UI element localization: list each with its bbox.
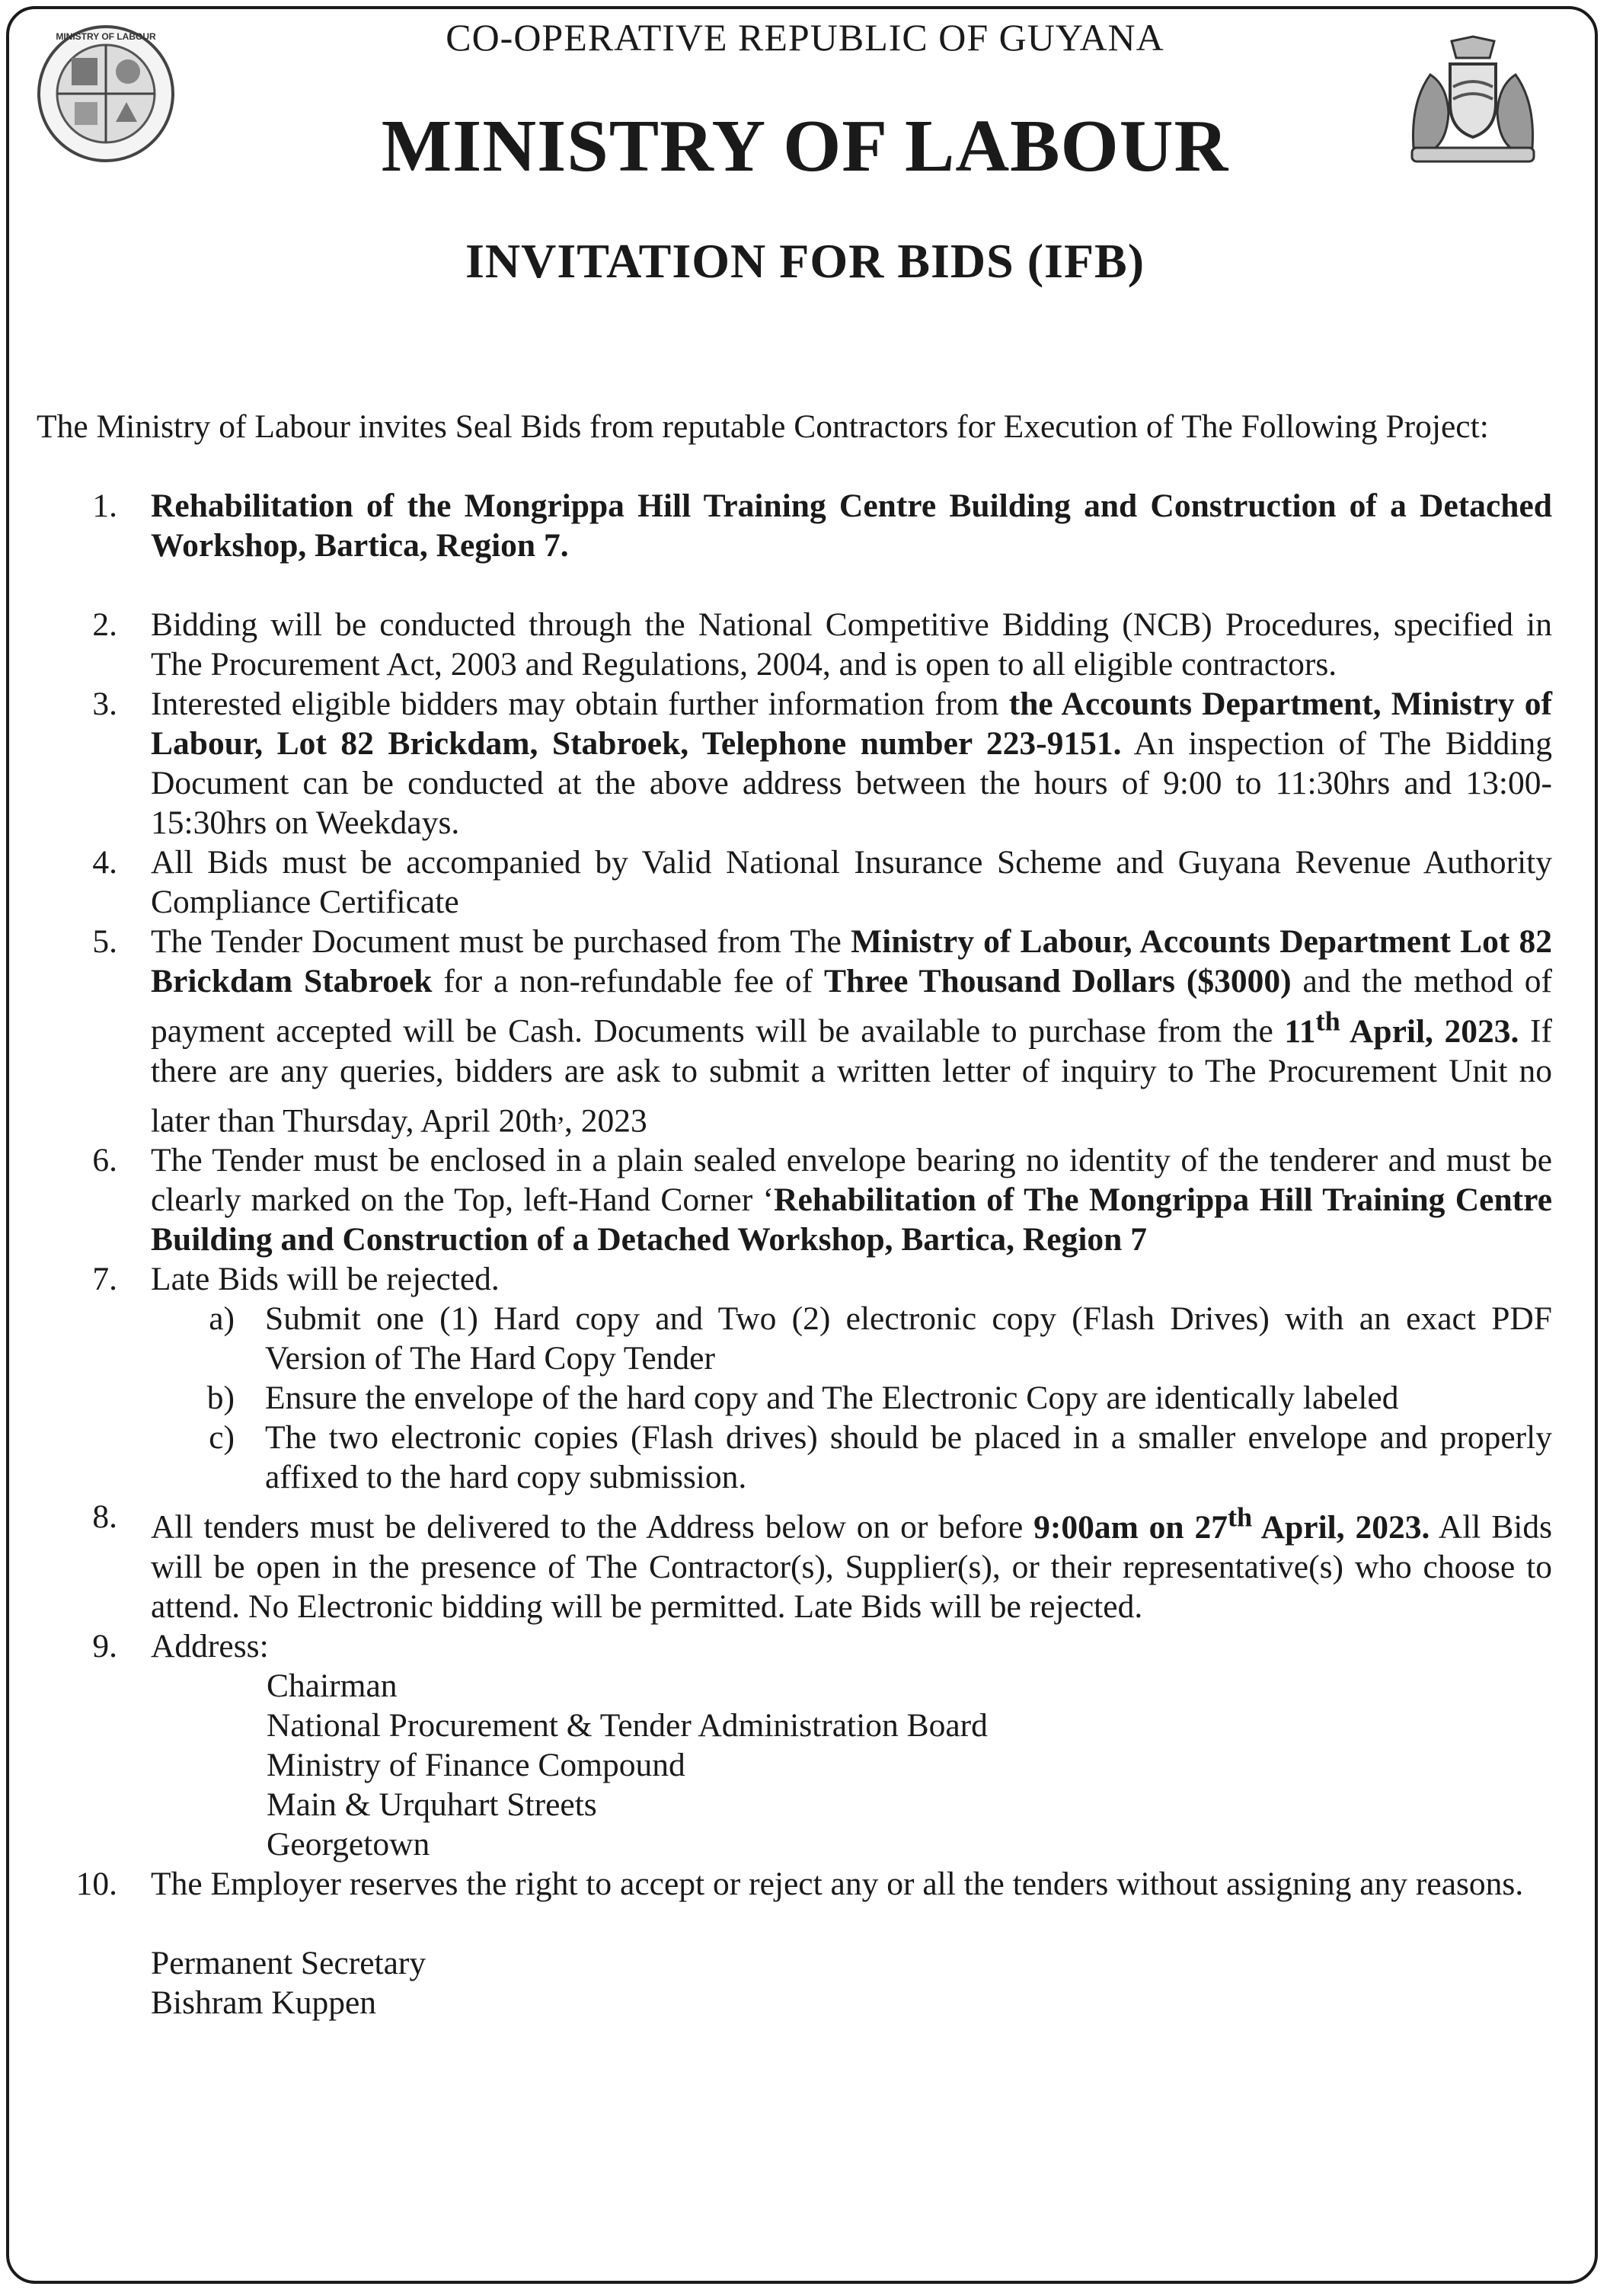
item-number: 7.	[92, 1261, 117, 1297]
item-text: The Employer reserves the right to accept or reject any or all the tenders without assigning any reasons.	[151, 1865, 1524, 1902]
purchase-location: Ministry of Labour, Accounts Department Lot 82 Brickdam Stabroek	[151, 923, 1552, 999]
address-line: Main & Urquhart Streets	[267, 1786, 597, 1823]
item-number: 3.	[92, 686, 117, 722]
list-item-4	[37, 843, 1552, 922]
item-text: for a non-refundable fee of	[432, 963, 825, 999]
notice-title: INVITATION FOR BIDS (IFB)	[465, 234, 1145, 288]
sub-item-text: Ensure the envelope of the hard copy and The Electronic Copy are identically labeled	[265, 1380, 1399, 1416]
item-number: 5.	[92, 923, 117, 960]
item-text: Address:	[151, 1627, 269, 1664]
sub-item-text: Submit one (1) Hard copy and Two (2) electronic copy (Flash Drives) with an exact PDF Version of The Hard Copy Tender	[265, 1300, 1552, 1377]
intro-paragraph: The Ministry of Labour invites Seal Bids from reputable Contractors for Execution of The Following Project:	[37, 408, 1489, 445]
item-text: Interested eligible bidders may obtain further information from	[151, 686, 1009, 722]
address-block	[37, 1666, 1552, 1864]
svg-text:MINISTRY OF LABOUR: MINISTRY OF LABOUR	[56, 31, 156, 42]
item-text: Late Bids will be rejected.	[151, 1261, 500, 1297]
country-heading: CO-OPERATIVE REPUBLIC OF GUYANA	[446, 16, 1164, 59]
item-text: The Tender must be enclosed in a plain sealed envelope bearing no identity of the tenderer and must be clearly marked on the Top, left-Hand Corner ‘	[151, 1142, 1552, 1218]
item-text: An inspection of The Bidding Document can be conducted at the above address between the hours of 9:00 to 11:30hrs and 13:00-15:30hrs on Weekdays.	[151, 725, 1552, 841]
signatory-title: Permanent Secretary	[151, 1944, 426, 1981]
item-text: If there are any queries, bidders are ask to submit a written letter of inquiry to The Procurement Unit no later than Thursday, April 20th	[151, 1012, 1552, 1139]
address-line: Chairman	[267, 1667, 398, 1704]
sub-item-label: b)	[206, 1380, 235, 1416]
sub-item-a	[151, 1299, 1552, 1378]
signature-block	[37, 1943, 1552, 2023]
sub-item-label: a)	[209, 1300, 235, 1337]
sub-item-b	[151, 1378, 1552, 1418]
item-text: Bidding will be conducted through the National Competitive Bidding (NCB) Procedures, specified in The Procurement Act, 2003 and Regulations, 2004, and is open to all eligible contractors.	[151, 606, 1552, 683]
numbered-list	[37, 486, 1552, 1904]
ordinal-mark: ,	[557, 1095, 565, 1126]
address-line: National Procurement & Tender Administration Board	[267, 1706, 988, 1744]
ministry-heading: MINISTRY OF LABOUR	[381, 105, 1229, 187]
item-number: 1.	[92, 488, 117, 524]
item-number: 9.	[92, 1627, 117, 1664]
list-item-2	[37, 605, 1552, 684]
project-title: Rehabilitation of the Mongrippa Hill Training Centre Building and Construction of a Detached Workshop, Bartica, Region 7.	[151, 488, 1552, 564]
contact-details: the Accounts Department, Ministry of Labour, Lot 82 Brickdam, Stabroek, Telephone number 223-9151.	[151, 686, 1552, 762]
item-text: , 2023	[564, 1102, 647, 1139]
list-item-3	[37, 684, 1552, 843]
envelope-marking: Rehabilitation of The Mongrippa Hill Training Centre Building and Construction of a Detached Workshop, Bartica, Region 7	[151, 1182, 1553, 1258]
list-item-1	[37, 486, 1552, 565]
sub-item-c	[151, 1418, 1552, 1497]
address-line: Georgetown	[267, 1825, 430, 1863]
fee-amount: Three Thousand Dollars ($3000)	[824, 963, 1292, 999]
item-number: 6.	[92, 1142, 117, 1178]
list-item-9	[37, 1626, 1552, 1666]
item-text: The Tender Document must be purchased from The	[151, 923, 851, 960]
list-item-6	[37, 1140, 1552, 1259]
item-text: All tenders must be delivered to the Address below on or before	[151, 1508, 1034, 1546]
address-line: Ministry of Finance Compound	[267, 1746, 685, 1783]
item-text: All Bids will be open in the presence of The Contractor(s), Supplier(s), or their representative(s) who choose to attend. No Electronic bidding will be permitted. Late Bids will be rejected.	[151, 1508, 1552, 1625]
sub-item-text: The two electronic copies (Flash drives) should be placed in a smaller envelope and properly affixed to the hard copy submission.	[265, 1419, 1552, 1495]
list-item-5	[37, 922, 1552, 1140]
sub-item-label: c)	[209, 1419, 235, 1456]
list-item-7	[37, 1259, 1552, 1497]
deadline: 9:00am on 27th April, 2023.	[1033, 1501, 1430, 1546]
item-number: 8.	[92, 1498, 117, 1535]
list-item-10	[37, 1864, 1552, 1904]
availability-date: 11th April, 2023.	[1284, 1006, 1519, 1050]
item-number: 10.	[75, 1865, 117, 1902]
item-number: 4.	[92, 844, 117, 881]
item-number: 2.	[92, 606, 117, 643]
item-text: All Bids must be accompanied by Valid National Insurance Scheme and Guyana Revenue Authority Compliance Certificate	[151, 844, 1552, 920]
signatory-name: Bishram Kuppen	[151, 1984, 377, 2021]
item-text: and the method of payment accepted will be Cash. Documents will be available to purchase from the	[151, 963, 1552, 1050]
list-item-8	[37, 1497, 1552, 1626]
notice-body	[37, 407, 1552, 2023]
